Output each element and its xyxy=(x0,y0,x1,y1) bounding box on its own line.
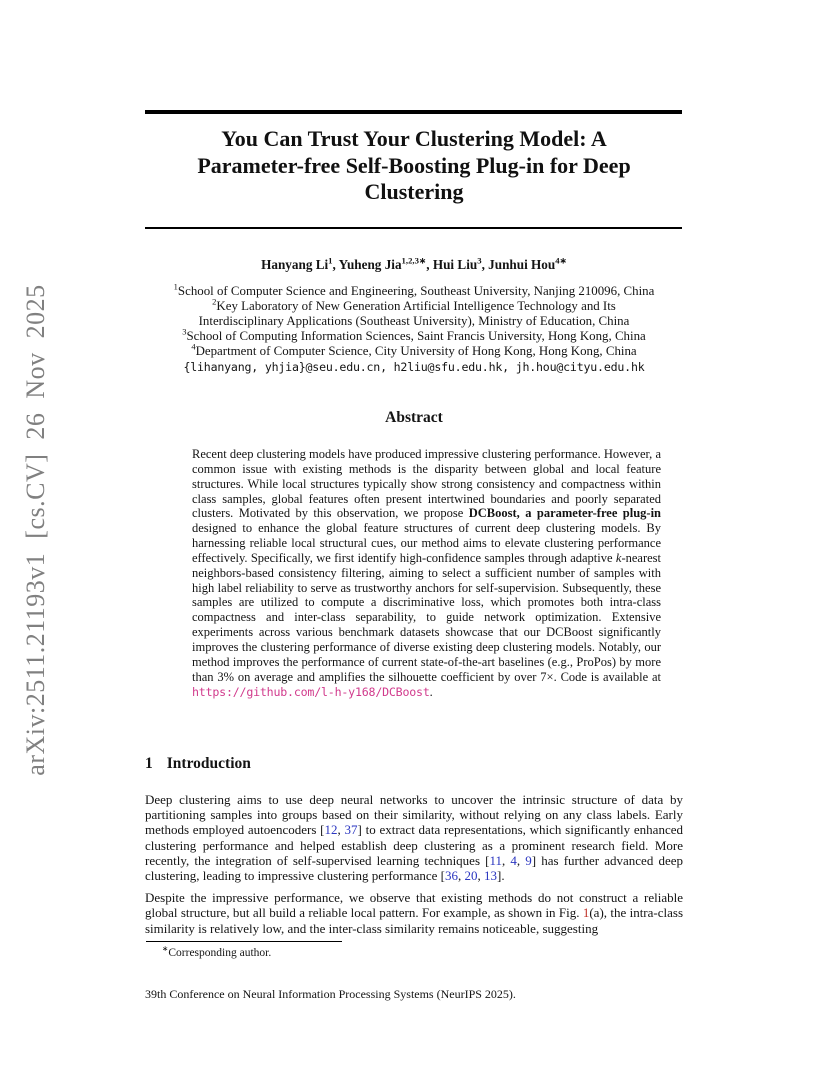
paper-title xyxy=(145,126,683,206)
text-segment: School of Computer Science and Engineering, Southeast University, Nanjing 210096, China xyxy=(177,284,655,298)
text-segment: designed to enhance the global feature structures of current deep clustering models. By harnessing reliable local structural cues, our method aims to elevate clustering performance effectively. Specifically, we first identify high-confidence samples through adaptive xyxy=(192,521,661,565)
text-segment: 4 xyxy=(191,342,196,353)
text-segment: , xyxy=(502,852,511,868)
text-segment: ] has further advanced deep clustering, leading to impressive clustering performance [ xyxy=(145,852,683,884)
text-segment: 4∗ xyxy=(555,255,567,266)
affiliation-line-2 xyxy=(145,296,683,314)
title-rule-bottom xyxy=(145,227,682,229)
text-segment: Key Laboratory of New Generation Artificial Intelligence Technology and Its xyxy=(216,299,616,314)
text-segment: 2 xyxy=(212,296,217,307)
text-segment: k xyxy=(615,550,622,565)
affiliations-block xyxy=(145,281,683,359)
citation-36[interactable]: 36 xyxy=(444,868,458,884)
intro-paragraph-2 xyxy=(145,890,683,936)
paper-title-line-3: Clustering xyxy=(364,179,464,204)
text-segment: , Hui Liu xyxy=(426,257,478,272)
citation-20[interactable]: 20 xyxy=(464,868,478,884)
text-segment: , xyxy=(477,868,484,884)
text-segment: , xyxy=(337,822,345,838)
affiliation-line-5 xyxy=(145,344,683,359)
figure-1-ref[interactable]: 1 xyxy=(582,905,590,921)
text-segment: School of Computing Information Sciences, Saint Francis University, Hong Kong, China xyxy=(186,329,646,344)
section-title: Introduction xyxy=(166,755,251,772)
abstract-heading: Abstract xyxy=(385,409,443,426)
authors-line xyxy=(145,257,683,273)
text-segment: Corresponding author. xyxy=(168,947,272,959)
text-segment: Hanyang Li xyxy=(261,257,329,272)
citation-9[interactable]: 9 xyxy=(525,852,532,868)
text-segment: . xyxy=(429,684,433,699)
affiliation-line-4 xyxy=(145,326,683,344)
corresponding-author-footnote xyxy=(145,944,683,959)
citation-4[interactable]: 4 xyxy=(510,852,517,868)
affiliation-line-1 xyxy=(145,281,683,299)
text-segment: ∗ xyxy=(162,944,169,954)
text-segment: 1 xyxy=(328,255,333,266)
text-segment: Interdisciplinary Applications (Southeast University), Ministry of Education, China xyxy=(198,314,630,329)
title-rule-top xyxy=(145,110,682,114)
paper-title-line-2: Parameter-free Self-Boosting Plug-in for Deep xyxy=(197,152,631,178)
citation-12[interactable]: 12 xyxy=(324,822,338,838)
text-segment: , Yuheng Jia xyxy=(332,257,402,272)
text-segment: ]. xyxy=(496,868,505,884)
text-segment: Despite the impressive performance, we observe that existing methods do not construct a reliable global structure, but all build a reliable local pattern. For example, as shown in Fig. xyxy=(145,890,683,921)
paper-content xyxy=(145,0,683,1072)
text-segment: (a), the intra-class similarity is relatively low, and the inter-class similarity remains noticeable, suggesting xyxy=(145,905,684,936)
text-segment: -nearest neighbors-based consistency filtering, aiming to select a sufficient number of samples with high label reliability to serve as trustworthy anchors for self-supervision. Subsequently, these samples are utilized to compute a discriminative loss, which promotes both intra-class compactness and inter-class separability, to guide network optimization. Extensive experiments across various benchmark datasets showcase that our DCBoost significantly improves the clustering performance of diverse existing deep clustering models. Notably, our method improves the performance of current state-of-the-art baselines (e.g., ProPos) by more than 3% on average and amplifies the silhouette coefficient by over 7×. Code is available at xyxy=(192,550,661,684)
text-segment: Department of Computer Science, City University of Hong Kong, Hong Kong, China xyxy=(195,344,637,359)
text-segment: , xyxy=(457,868,465,884)
paper-title-line-1: You Can Trust Your Clustering Model: A xyxy=(221,126,607,151)
text-segment: Recent deep clustering models have produced impressive clustering performance. However, a common issue with existing methods is the disparity between global and local feature structures. While local structures typically show strong consistency and compactness within class samples, global features often present intertwined boundaries and poorly separated clusters. Motivated by this observation, we propose xyxy=(192,447,661,521)
abstract-text xyxy=(192,447,661,699)
text-segment: ] to extract data representations, which significantly enhanced clustering performance and helped establish deep clustering as a prominent research field. More recently, the integration of self-supervised learning techniques [ xyxy=(145,822,683,868)
github-link[interactable]: https://github.com/l-h-y168/DCBoost xyxy=(192,684,430,699)
introduction-body xyxy=(145,792,683,943)
text-segment: DCBoost, a parameter-free plug-in xyxy=(468,506,661,521)
text-segment: 3 xyxy=(477,255,482,266)
citation-37[interactable]: 37 xyxy=(344,822,358,838)
text-segment: 3 xyxy=(182,326,187,337)
conference-footer: 39th Conference on Neural Information Processing Systems (NeurIPS 2025). xyxy=(145,987,516,1001)
text-segment: 1 xyxy=(173,281,178,292)
affiliation-line-3 xyxy=(145,314,683,329)
arxiv-watermark: arXiv:2511.21193v1 [cs.CV] 26 Nov 2025 xyxy=(21,284,50,776)
citation-13[interactable]: 13 xyxy=(483,868,497,884)
section-number: 1 xyxy=(145,755,153,772)
footnote-rule xyxy=(146,941,342,942)
section-heading-introduction xyxy=(145,755,251,773)
text-segment: , Junhui Hou xyxy=(481,257,556,272)
text-segment: 1,2,3∗ xyxy=(401,255,427,266)
citation-11[interactable]: 11 xyxy=(489,852,503,868)
text-segment: Deep clustering aims to use deep neural networks to uncover the intrinsic structure of data by partitioning samples into groups based on their similarity, without relying on any class labels. Early methods employed autoencoders [ xyxy=(145,792,683,838)
intro-paragraph-1 xyxy=(145,792,683,883)
text-segment: , xyxy=(516,852,526,868)
author-emails: {lihanyang, yhjia}@seu.edu.cn, h2liu@sfu.edu.hk, jh.hou@cityu.edu.hk xyxy=(183,360,645,374)
